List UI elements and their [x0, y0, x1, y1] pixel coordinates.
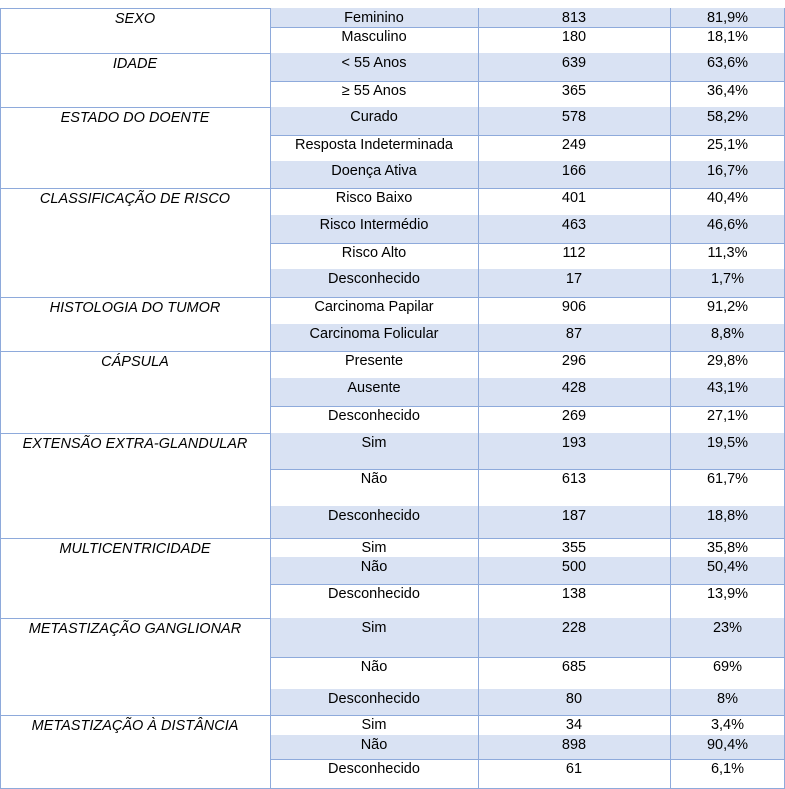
- count-cell: 138: [561, 586, 587, 602]
- left-border: [0, 8, 1, 788]
- group-label: HISTOLOGIA DO TUMOR: [49, 300, 221, 316]
- table-row: [0, 378, 785, 406]
- category-cell: Não: [270, 557, 478, 584]
- percent-cell: 43,1%: [670, 378, 785, 406]
- count-cell: 401: [561, 190, 587, 206]
- percent-cell: 81,9%: [670, 8, 785, 27]
- table-row: [0, 351, 785, 378]
- category-cell: Presente: [344, 353, 404, 369]
- count-cell: 639: [478, 53, 670, 81]
- category-cell: Doença Ativa: [270, 161, 478, 188]
- table-row: [0, 715, 785, 735]
- group-label: IDADE: [112, 56, 158, 72]
- category-cell: Risco Baixo: [335, 190, 413, 206]
- count-cell: 193: [478, 433, 670, 469]
- group-label: CLASSIFICAÇÃO DE RISCO: [39, 191, 231, 207]
- category-cell: Não: [360, 659, 388, 675]
- table-row: [0, 584, 785, 618]
- category-cell: Risco Intermédio: [270, 215, 478, 243]
- count-cell: 180: [561, 29, 587, 45]
- category-cell: Sim: [270, 618, 478, 657]
- table-row: [0, 538, 785, 557]
- count-cell: 365: [561, 83, 587, 99]
- percent-cell: 69%: [712, 659, 743, 675]
- count-cell: 685: [561, 659, 587, 675]
- count-cell: 500: [478, 557, 670, 584]
- count-cell: 613: [561, 471, 587, 487]
- table-row: [0, 406, 785, 433]
- table-row: [0, 618, 785, 657]
- group-label: ESTADO DO DOENTE: [60, 110, 210, 126]
- group-label: METASTIZAÇÃO GANGLIONAR: [28, 621, 242, 637]
- category-cell: Desconhecido: [328, 761, 420, 777]
- count-cell: 355: [561, 540, 587, 556]
- table-row: [0, 735, 785, 759]
- table-row: [0, 161, 785, 188]
- category-cell: Desconhecido: [270, 506, 478, 538]
- table-row: [0, 8, 785, 27]
- table-row: [0, 689, 785, 715]
- table-row: [0, 27, 785, 53]
- percent-cell: 3,4%: [710, 717, 745, 733]
- category-cell: Não: [270, 735, 478, 759]
- group-label: METASTIZAÇÃO À DISTÂNCIA: [31, 718, 239, 734]
- count-cell: 463: [478, 215, 670, 243]
- category-cell: Sim: [361, 717, 387, 733]
- group-label: MULTICENTRICIDADE: [59, 541, 211, 557]
- percent-cell: 1,7%: [670, 269, 785, 297]
- percent-cell: 91,2%: [706, 299, 749, 315]
- group-label: SEXO: [114, 11, 156, 27]
- percent-cell: 35,8%: [706, 540, 749, 556]
- count-cell: 61: [565, 761, 583, 777]
- category-cell: Masculino: [341, 29, 407, 45]
- group-label: CÁPSULA: [101, 354, 169, 370]
- count-cell: 112: [562, 245, 586, 261]
- count-cell: 228: [478, 618, 670, 657]
- category-cell: ≥ 55 Anos: [341, 83, 407, 99]
- count-cell: 249: [561, 137, 587, 153]
- table-row: [0, 557, 785, 584]
- table-row: [0, 324, 785, 351]
- percent-cell: 46,6%: [670, 215, 785, 243]
- count-cell: 34: [565, 717, 583, 733]
- percent-cell: 11,3%: [707, 245, 748, 261]
- table-row: [0, 269, 785, 297]
- table-row: [0, 243, 785, 269]
- percent-cell: 13,9%: [706, 586, 749, 602]
- percent-cell: 50,4%: [670, 557, 785, 584]
- table-row: [0, 433, 785, 469]
- category-cell: Desconhecido: [270, 689, 478, 715]
- table-row: [0, 53, 785, 81]
- table-row: [0, 469, 785, 506]
- category-cell: Curado: [270, 107, 478, 135]
- category-cell: < 55 Anos: [270, 53, 478, 81]
- table-row: [0, 215, 785, 243]
- count-cell: 17: [478, 269, 670, 297]
- label-divider: [270, 8, 271, 788]
- table-row: [0, 135, 785, 161]
- count-cell: 80: [478, 689, 670, 715]
- group-label: EXTENSÃO EXTRA-GLANDULAR: [22, 436, 248, 452]
- percent-cell: 8,8%: [670, 324, 785, 351]
- category-cell: Risco Alto: [341, 245, 407, 261]
- table-row: [0, 759, 785, 788]
- table-row: [0, 107, 785, 135]
- percent-cell: 6,1%: [710, 761, 745, 777]
- percent-cell: 18,1%: [706, 29, 749, 45]
- percent-cell: 18,8%: [670, 506, 785, 538]
- count-cell: 87: [478, 324, 670, 351]
- count-cell: 898: [478, 735, 670, 759]
- percent-cell: 8%: [670, 689, 785, 715]
- count-cell: 269: [561, 408, 587, 424]
- table-row: [0, 297, 785, 324]
- percent-divider: [670, 8, 671, 788]
- percent-cell: 27,1%: [706, 408, 749, 424]
- category-cell: Não: [360, 471, 388, 487]
- category-cell: Desconhecido: [270, 269, 478, 297]
- count-cell: 578: [478, 107, 670, 135]
- percent-cell: 40,4%: [706, 190, 749, 206]
- table-row: [0, 506, 785, 538]
- percent-cell: 63,6%: [670, 53, 785, 81]
- category-cell: Ausente: [270, 378, 478, 406]
- percent-cell: 23%: [670, 618, 785, 657]
- table-row: [0, 657, 785, 689]
- percent-cell: 16,7%: [670, 161, 785, 188]
- category-cell: Carcinoma Papilar: [314, 299, 434, 315]
- count-divider: [478, 8, 479, 788]
- percent-cell: 58,2%: [670, 107, 785, 135]
- percent-cell: 90,4%: [670, 735, 785, 759]
- category-cell: Sim: [270, 433, 478, 469]
- category-cell: Sim: [361, 540, 387, 556]
- category-cell: Desconhecido: [328, 586, 420, 602]
- table-row: [0, 81, 785, 107]
- percent-cell: 29,8%: [706, 353, 749, 369]
- count-cell: 813: [478, 8, 670, 27]
- percent-cell: 61,7%: [706, 471, 749, 487]
- category-cell: Resposta Indeterminada: [295, 137, 453, 153]
- count-cell: 187: [478, 506, 670, 538]
- category-cell: Feminino: [270, 8, 478, 27]
- percent-cell: 25,1%: [706, 137, 749, 153]
- count-cell: 296: [561, 353, 587, 369]
- category-cell: Desconhecido: [328, 408, 420, 424]
- count-cell: 166: [478, 161, 670, 188]
- count-cell: 906: [561, 299, 587, 315]
- category-cell: Carcinoma Folicular: [270, 324, 478, 351]
- table-row: [0, 188, 785, 215]
- count-cell: 428: [478, 378, 670, 406]
- percent-cell: 19,5%: [670, 433, 785, 469]
- percent-cell: 36,4%: [706, 83, 749, 99]
